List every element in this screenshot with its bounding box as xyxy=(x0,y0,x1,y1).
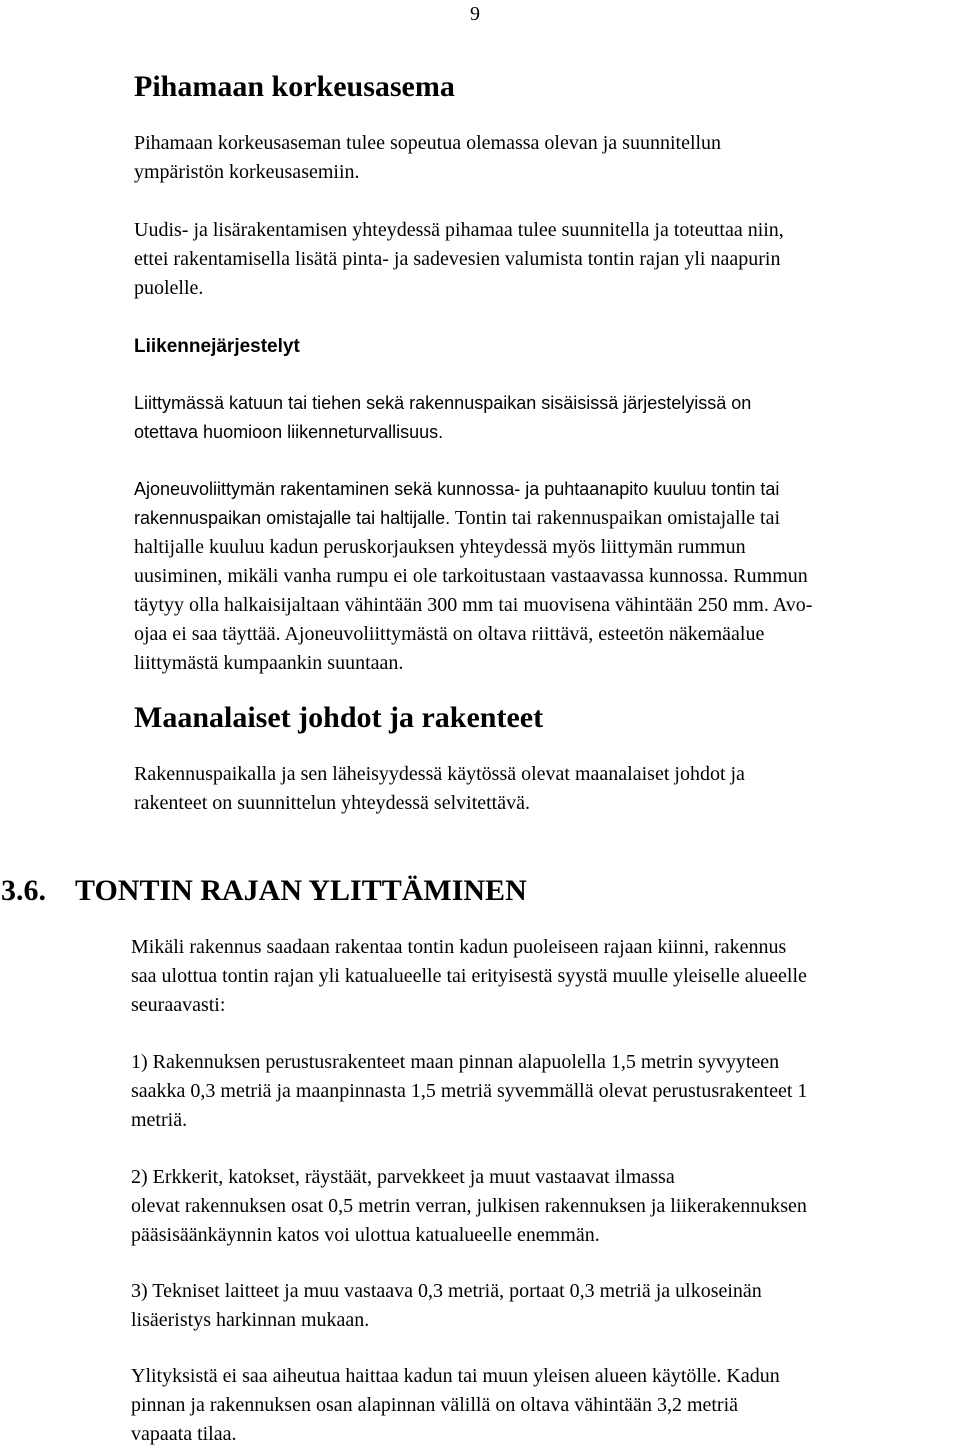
text-line: Pihamaan korkeusaseman tulee sopeutua olemassa olevan ja suunnitellun xyxy=(134,132,722,154)
text-line: 3) Tekniset laitteet ja muu vastaava 0,3 metriä, portaat 0,3 metriä ja ulkoseinän xyxy=(131,1280,762,1302)
paragraph-section-intro xyxy=(131,933,807,1020)
text-line: Rakennuspaikalla ja sen läheisyydessä käytössä olevat maanalaiset johdot ja xyxy=(134,763,745,785)
text-line: täytyy olla halkaisijaltaan vähintään 300 mm tai muovisena vähintään 250 mm. Avo- xyxy=(134,594,813,616)
heading-maanalaiset-johdot: Maanalaiset johdot ja rakenteet xyxy=(134,701,544,734)
text-line: pinnan ja rakennuksen osan alapinnan välillä on oltava vähintään 3,2 metriä xyxy=(131,1394,739,1416)
list-item-1 xyxy=(131,1048,807,1135)
text-line: ettei rakentamisella lisätä pinta- ja sadevesien valumista tontin rajan yli naapurin xyxy=(134,248,781,270)
paragraph-maanalaiset-1 xyxy=(134,760,745,818)
text-line: rakenteet on suunnittelun yhteydessä selvitettävä. xyxy=(134,792,530,814)
section-heading xyxy=(1,876,527,905)
text-line: Uudis- ja lisärakentamisen yhteydessä pihamaa tulee suunnitella ja toteuttaa niin, xyxy=(134,219,784,241)
text-segment: Tontin tai rakennuspaikan omistajalle tai xyxy=(450,507,781,529)
text-line: Ylityksistä ei saa aiheutua haittaa kadun tai muun yleisen alueen käytölle. Kadun xyxy=(131,1365,780,1387)
text-line: Liittymässä katuun tai tiehen sekä rakennuspaikan sisäisissä järjestelyissä on xyxy=(134,393,752,413)
paragraph-closing xyxy=(131,1362,780,1449)
text-line: saa ulottua tontin rajan yli katualueelle tai erityisestä syystä muulle yleiselle alueelle xyxy=(131,965,807,987)
text-segment: rakennuspaikan omistajalle tai haltijalle. xyxy=(134,508,451,528)
paragraph-pihamaa-1 xyxy=(134,129,721,187)
text-line: ojaa ei saa täyttää. Ajoneuvoliittymästä on oltava riittävä, esteetön näkemäalue xyxy=(134,623,765,645)
text-line: 2) Erkkerit, katokset, räystäät, parvekkeet ja muut vastaavat ilmassa xyxy=(131,1166,675,1188)
text-line: haltijalle kuuluu kadun peruskorjauksen yhteydessä myös liittymän rummun xyxy=(134,536,746,558)
text-line: liittymästä kumpaankin suuntaan. xyxy=(134,652,404,674)
page-number: 9 xyxy=(470,3,480,25)
text-line: pääsisäänkäynnin katos voi ulottua katualueelle enemmän. xyxy=(131,1224,600,1246)
text-line: lisäeristys harkinnan mukaan. xyxy=(131,1309,370,1331)
text-line: Ajoneuvoliittymän rakentaminen sekä kunnossa- ja puhtaanapito kuuluu tontin tai xyxy=(134,479,780,499)
text-line: saakka 0,3 metriä ja maanpinnasta 1,5 metriä syvemmällä olevat perustusrakenteet 1 xyxy=(131,1080,808,1102)
paragraph-liikenne-2 xyxy=(134,475,812,678)
paragraph-pihamaa-2 xyxy=(134,216,784,303)
list-item-3 xyxy=(131,1277,762,1335)
section-number: 3.6. xyxy=(1,874,46,907)
text-line: metriä. xyxy=(131,1109,188,1131)
text-line: olevat rakennuksen osat 0,5 metrin verran, julkisen rakennuksen ja liikerakennuksen xyxy=(131,1195,807,1217)
heading-pihamaan-korkeusasema: Pihamaan korkeusasema xyxy=(134,70,455,103)
text-line: 1) Rakennuksen perustusrakenteet maan pinnan alapuolella 1,5 metrin syvyyteen xyxy=(131,1051,780,1073)
text-line: uusiminen, mikäli vanha rumpu ei ole tarkoitustaan vastaavassa kunnossa. Rummun xyxy=(134,565,808,587)
text-line: seuraavasti: xyxy=(131,994,226,1016)
text-line: ympäristön korkeusasemiin. xyxy=(134,161,360,183)
text-line xyxy=(134,504,812,533)
text-line: otettava huomioon liikenneturvallisuus. xyxy=(134,422,444,442)
text-line: vapaata tilaa. xyxy=(131,1423,237,1445)
section-title: TONTIN RAJAN YLITTÄMINEN xyxy=(75,874,527,907)
text-line: Mikäli rakennus saadaan rakentaa tontin kadun puoleiseen rajaan kiinni, rakennus xyxy=(131,936,787,958)
text-line: puolelle. xyxy=(134,277,204,299)
paragraph-liikenne-1 xyxy=(134,389,751,447)
heading-liikennejarjestelyt: Liikennejärjestelyt xyxy=(134,336,300,357)
list-item-2 xyxy=(131,1163,807,1250)
